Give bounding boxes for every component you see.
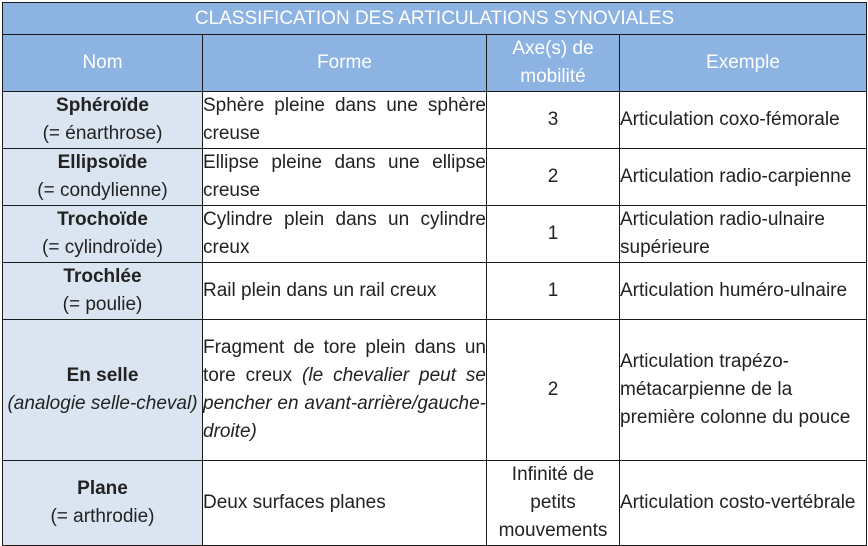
cell-axes: 2 (487, 320, 620, 461)
cell-exemple: Articulation radio-carpienne (620, 149, 867, 206)
joint-name: Trochoïde (57, 209, 148, 230)
table-row (3, 206, 867, 263)
joint-name: Trochlée (63, 266, 142, 287)
cell-axes: 1 (487, 206, 620, 263)
cell-forme: Sphère pleine dans une sphère creuse (203, 92, 487, 149)
cell-name (3, 92, 203, 149)
cell-exemple: Articulation coxo-fémorale (620, 92, 867, 149)
header-nom: Nom (3, 35, 203, 92)
cell-axes: 1 (487, 263, 620, 320)
joint-alias: (= poulie) (62, 294, 143, 315)
cell-exemple: Articulation costo-vertébrale (620, 461, 867, 546)
joint-alias: (analogie selle-cheval) (7, 393, 198, 414)
cell-exemple: Articulation huméro-ulnaire (620, 263, 867, 320)
cell-axes: 2 (487, 149, 620, 206)
cell-name (3, 320, 203, 461)
joint-alias: (= condylienne) (37, 180, 168, 201)
header-forme: Forme (203, 35, 487, 92)
table-row (3, 263, 867, 320)
cell-forme: Ellipse pleine dans une ellipse creuse (203, 149, 487, 206)
joint-alias: (= arthrodie) (50, 506, 155, 527)
header-exemple: Exemple (620, 35, 867, 92)
cell-forme: Rail plein dans un rail creux (203, 263, 487, 320)
cell-axes: Infinité de petits mouvements (487, 461, 620, 546)
joint-alias: (= énarthrose) (42, 123, 163, 144)
forme-text: Fragment de tore plein dans un tore creux (203, 337, 486, 386)
cell-exemple: Articulation trapézo-métacarpienne de la première colonne du pouce (620, 320, 867, 461)
table-row (3, 149, 867, 206)
cell-exemple: Articulation radio-ulnaire supérieure (620, 206, 867, 263)
cell-forme (203, 320, 487, 461)
cell-name (3, 461, 203, 546)
cell-name (3, 206, 203, 263)
joint-name: Plane (77, 478, 128, 499)
joint-name: En selle (66, 365, 139, 386)
header-row (3, 35, 867, 92)
table-row (3, 320, 867, 461)
table-title: CLASSIFICATION DES ARTICULATIONS SYNOVIALES (3, 3, 867, 35)
joint-name: Ellipsoïde (57, 152, 148, 173)
cell-name (3, 263, 203, 320)
forme-note: (le chevalier peut se pencher en avant-arrière/gauche-droite) (203, 365, 486, 442)
classification-table (2, 2, 867, 546)
table-row (3, 461, 867, 546)
table-row (3, 92, 867, 149)
cell-forme: Cylindre plein dans un cylindre creux (203, 206, 487, 263)
table-title-row (3, 3, 867, 35)
joint-alias: (= cylindroïde) (42, 237, 163, 258)
header-axes: Axe(s) de mobilité (487, 35, 620, 92)
cell-axes: 3 (487, 92, 620, 149)
joint-name: Sphéroïde (56, 95, 149, 116)
cell-forme: Deux surfaces planes (203, 461, 487, 546)
cell-name (3, 149, 203, 206)
